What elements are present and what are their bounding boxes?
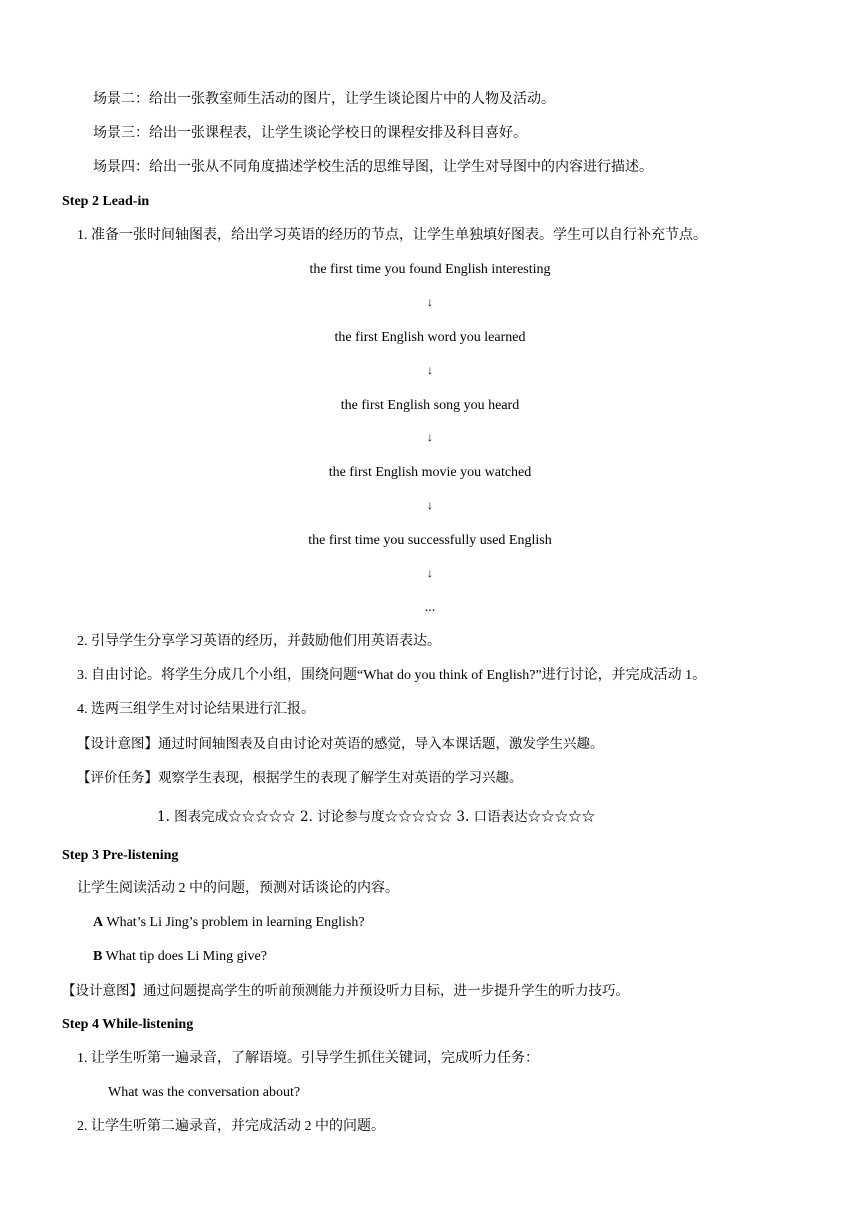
timeline-node-4: the first English movie you watched [328, 465, 532, 480]
timeline-node-5: the first time you successfully used English [308, 533, 552, 548]
timeline-node-1: the first time you found English interesting [309, 262, 551, 277]
step2-heading: Step 2 Lead-in [62, 194, 150, 209]
step3-intro: 让学生阅读活动 2 中的问题，预测对话谈论的内容。 [77, 881, 399, 896]
arrow-down-icon: ↓ [427, 566, 433, 580]
question-b-label: B [93, 949, 103, 964]
step2-item-3: 3. 自由讨论。将学生分成几个小组，围绕问题“What do you think of English?”进行讨论，并完成活动 1。 [77, 668, 707, 683]
step2-item-4: 4. 选两三组学生对讨论结果进行汇报。 [77, 702, 315, 717]
step2-item-1: 1. 准备一张时间轴图表，给出学习英语的经历的节点，让学生单独填好图表。学生可以自行补充节点。 [77, 228, 707, 243]
step4-heading: Step 4 While-listening [62, 1017, 194, 1032]
question-a-text: What’s Li Jing’s problem in learning English? [103, 915, 365, 930]
scene-4: 场景四：给出一张从不同角度描述学校生活的思维导图，让学生对导图中的内容进行描述。 [93, 160, 653, 175]
step2-evaluation: 【评价任务】观察学生表现，根据学生的表现了解学生对英语的学习兴趣。 [77, 770, 523, 786]
scene-2: 场景二：给出一张教室师生活动的图片，让学生谈论图片中的人物及活动。 [93, 92, 555, 107]
arrow-down-icon: ↓ [427, 363, 433, 377]
step3-question-b [93, 948, 267, 966]
step4-item-2: 2. 让学生听第二遍录音，并完成活动 2 中的问题。 [77, 1119, 385, 1134]
step2-ratings: 1. 图表完成☆☆☆☆☆ 2. 讨论参与度☆☆☆☆☆ 3. 口语表达☆☆☆☆☆ [157, 809, 596, 825]
step3-heading: Step 3 Pre-listening [62, 848, 179, 863]
step3-question-a [93, 914, 365, 932]
scene-3: 场景三：给出一张课程表，让学生谈论学校日的课程安排及科目喜好。 [93, 126, 527, 141]
timeline-node-ellipsis: ... [424, 600, 436, 615]
timeline-node-3: the first English song you heard [340, 398, 520, 413]
step4-item-1: 1. 让学生听第一遍录音，了解语境。引导学生抓住关键词，完成听力任务： [77, 1051, 539, 1066]
arrow-down-icon: ↓ [427, 430, 433, 444]
timeline-node-2: the first English word you learned [334, 330, 526, 345]
question-b-text: What tip does Li Ming give? [102, 949, 267, 964]
step2-item-2: 2. 引导学生分享学习英语的经历，并鼓励他们用英语表达。 [77, 634, 441, 649]
arrow-down-icon: ↓ [427, 295, 433, 309]
step2-design-intent: 【设计意图】通过时间轴图表及自由讨论对英语的感觉，导入本课话题，激发学生兴趣。 [77, 736, 604, 752]
step4-item-1-question: What was the conversation about? [108, 1085, 301, 1100]
arrow-down-icon: ↓ [427, 498, 433, 512]
question-a-label: A [93, 915, 104, 930]
step3-design-intent: 【设计意图】通过问题提高学生的听前预测能力并预设听力目标，进一步提升学生的听力技巧。 [62, 983, 629, 999]
